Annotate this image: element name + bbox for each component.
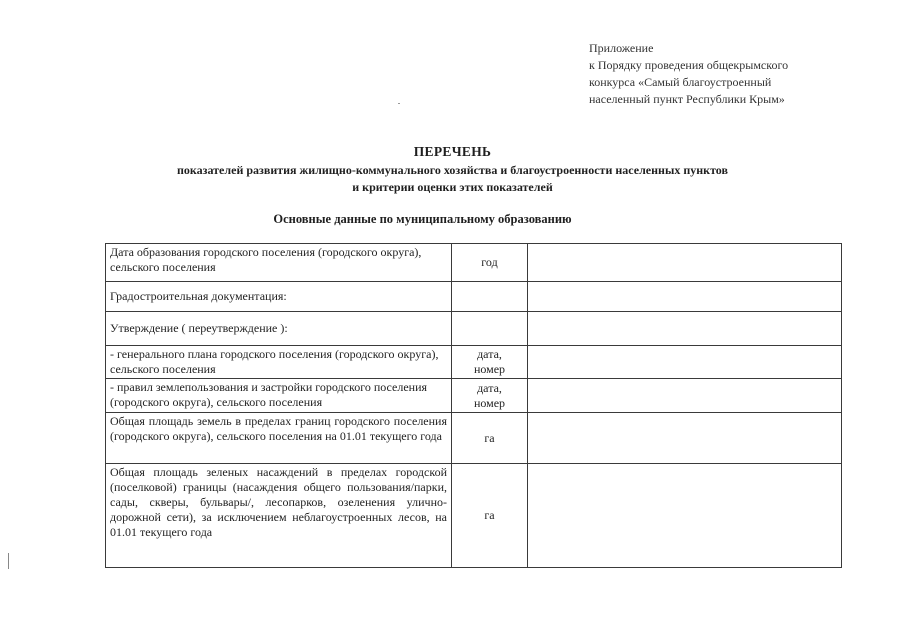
row-value[interactable]: [528, 312, 842, 346]
appendix-line: конкурса «Самый благоустроенный: [589, 75, 772, 89]
document-subtitle-continued: и критерии оценки этих показателей: [352, 180, 553, 194]
row-label: - генерального плана городского поселения (городского округа), сельского поселения: [106, 346, 452, 379]
table-row: [106, 312, 842, 346]
table-row: [106, 282, 842, 312]
table-row: [106, 346, 842, 379]
row-value[interactable]: [528, 244, 842, 282]
row-unit: [452, 346, 528, 379]
scan-speck: [398, 103, 400, 104]
appendix-line: населенный пункт Республики Крым»: [589, 92, 785, 106]
margin-mark: [8, 553, 9, 569]
section-heading: Основные данные по муниципальному образованию: [273, 212, 572, 226]
row-value[interactable]: [528, 379, 842, 413]
row-value[interactable]: [528, 346, 842, 379]
row-unit: [452, 282, 528, 312]
appendix-line: Приложение: [589, 41, 654, 55]
row-label: Утверждение ( переутверждение ):: [106, 312, 452, 346]
row-unit: га: [452, 464, 528, 568]
row-unit: год: [452, 244, 528, 282]
table-row: [106, 464, 842, 568]
unit-line: дата,: [477, 380, 502, 395]
table-row: [106, 244, 842, 282]
row-unit: [452, 379, 528, 413]
row-value[interactable]: [528, 413, 842, 464]
unit-line: номер: [473, 362, 506, 376]
table-row: [106, 413, 842, 464]
appendix-note: [589, 40, 889, 108]
row-label: Общая площадь зеленых насаждений в пределах городской (поселковой) границы (насаждения общего пользования/парки, сады, скверы, бульвары/, лесопарков, озеленения улично-дорожной сети), за исключением неблагоустроенных лесов, на 01.01 текущего года: [106, 464, 452, 568]
row-label: Дата образования городского поселения (городского округа), сельского поселения: [106, 244, 452, 282]
unit-line: номер: [473, 395, 506, 410]
indicators-table: [105, 243, 842, 568]
row-label: Градостроительная документация:: [106, 282, 452, 312]
row-unit: [452, 312, 528, 346]
row-value[interactable]: [528, 464, 842, 568]
row-label: - правил землепользования и застройки городского поселения (городского округа), сельского поселения: [106, 379, 452, 413]
appendix-line: к Порядку проведения общекрымского: [589, 58, 789, 72]
row-unit: га: [452, 413, 528, 464]
row-label: Общая площадь земель в пределах границ городского поселения (городского округа), сельского поселения на 01.01 текущего года: [106, 413, 452, 464]
row-value[interactable]: [528, 282, 842, 312]
unit-line: дата,: [477, 347, 502, 361]
table-row: [106, 379, 842, 413]
document-title: ПЕРЕЧЕНЬ: [413, 144, 492, 159]
document-subtitle: показателей развития жилищно-коммунального хозяйства и благоустроенности населенных пунктов: [177, 163, 728, 177]
